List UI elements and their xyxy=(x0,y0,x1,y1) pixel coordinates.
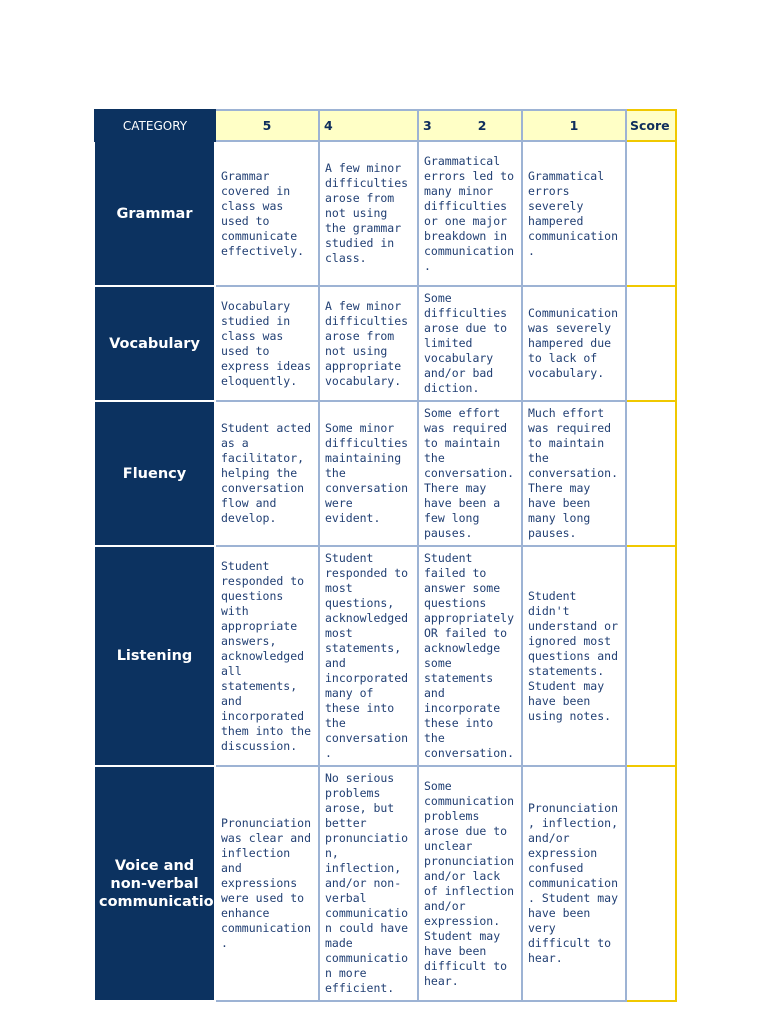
cell-score[interactable] xyxy=(626,766,676,1001)
cell-score-4: A few minor difficulties arose from not using the grammar studied in class. xyxy=(319,141,418,286)
cell-score-5: Grammar covered in class was used to communicate effectively. xyxy=(215,141,319,286)
cell-score[interactable] xyxy=(626,546,676,766)
row-category: Vocabulary xyxy=(95,286,215,401)
table-row xyxy=(95,766,676,1001)
cell-score-5: Vocabulary studied in class was used to express ideas eloquently. xyxy=(215,286,319,401)
cell-score[interactable] xyxy=(626,141,676,286)
cell-score-4: No serious problems arose, but better pronunciation, inflection, and/or non-verbal communication could have made communication more efficient. xyxy=(319,766,418,1001)
cell-score-3-2: Some communication problems arose due to unclear pronunciation and/or lack of inflection and/or expression. Student may have been difficult to hear. xyxy=(418,766,522,1001)
header-row xyxy=(95,110,676,141)
cell-score[interactable] xyxy=(626,401,676,546)
table-row xyxy=(95,546,676,766)
header-score-2: 2 xyxy=(477,118,487,133)
header-category: CATEGORY xyxy=(95,110,215,141)
cell-score-1: Grammatical errors severely hampered communication. xyxy=(522,141,626,286)
cell-score-5: Student acted as a facilitator, helping the conversation flow and develop. xyxy=(215,401,319,546)
cell-score-5: Student responded to questions with appropriate answers, acknowledged all statements, and incorporated them into the discussion. xyxy=(215,546,319,766)
cell-score-4: Student responded to most questions, acknowledged most statements, and incorporated many of these into the conversation. xyxy=(319,546,418,766)
table-row xyxy=(95,286,676,401)
cell-score-1: Student didn't understand or ignored most questions and statements. Student may have been using notes. xyxy=(522,546,626,766)
row-category: Fluency xyxy=(95,401,215,546)
rubric-table xyxy=(94,109,677,1002)
table-row xyxy=(95,141,676,286)
cell-score-3-2: Student failed to answer some questions appropriately OR failed to acknowledge some statements and incorporate these into the conversation. xyxy=(418,546,522,766)
cell-score-5: Pronunciation was clear and inflection and expressions were used to enhance communication. xyxy=(215,766,319,1001)
table-row xyxy=(95,401,676,546)
cell-score-4: A few minor difficulties arose from not using appropriate vocabulary. xyxy=(319,286,418,401)
cell-score-3-2: Some effort was required to maintain the conversation. There may have been a few long pauses. xyxy=(418,401,522,546)
header-score: Score xyxy=(626,110,676,141)
cell-score-3-2: Grammatical errors led to many minor difficulties or one major breakdown in communication. xyxy=(418,141,522,286)
cell-score-3-2: Some difficulties arose due to limited vocabulary and/or bad diction. xyxy=(418,286,522,401)
cell-score-1: Communication was severely hampered due to lack of vocabulary. xyxy=(522,286,626,401)
header-score-1: 1 xyxy=(522,110,626,141)
row-category: Listening xyxy=(95,546,215,766)
cell-score-4: Some minor difficulties maintaining the conversation were evident. xyxy=(319,401,418,546)
cell-score[interactable] xyxy=(626,286,676,401)
header-score-5: 5 xyxy=(215,110,319,141)
header-score-3-2 xyxy=(418,110,522,141)
header-score-4: 4 xyxy=(319,110,418,141)
cell-score-1: Pronunciation, inflection, and/or expression confused communication. Student may have been very difficult to hear. xyxy=(522,766,626,1001)
cell-score-1: Much effort was required to maintain the conversation. There may have been many long pauses. xyxy=(522,401,626,546)
header-score-3: 3 xyxy=(423,118,432,133)
row-category: Grammar xyxy=(95,141,215,286)
row-category: Voice and non-verbal communication xyxy=(95,766,215,1001)
